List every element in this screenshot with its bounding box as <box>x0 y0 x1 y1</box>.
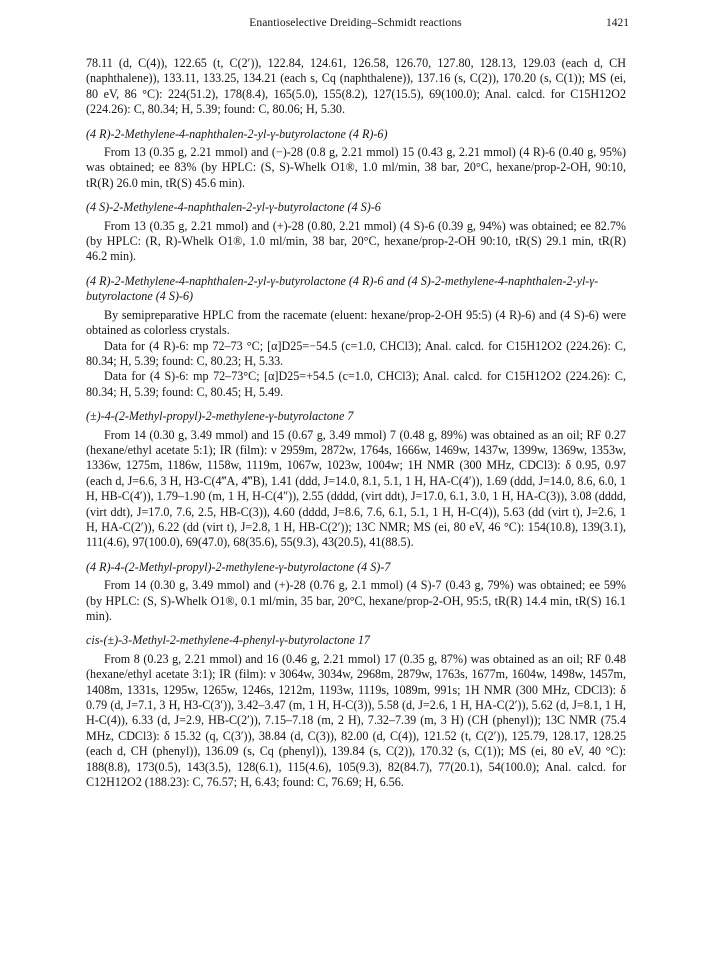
compound-heading: cis-(±)-3-Methyl-2-methylene-4-phenyl-γ-butyrolactone 17 <box>86 633 370 648</box>
paragraph: From 14 (0.30 g, 3.49 mmol) and (+)-28 (0.76 g, 2.1 mmol) (4 S)-7 (0.43 g, 79%) was obtained; ee 59% (by HPLC: (S, S)-Whelk O1®, 0.1 ml/min, 35 bar, 20°C, hexane/prop-2-OH, 95:5, tR(R) 14.4 min, tR(S) 16.1 min). <box>86 578 626 623</box>
paragraph: By semipreparative HPLC from the racemate (eluent: hexane/prop-2-OH 95:5) (4 R)-6) and (4 S)-6) were obtained as colorless crystals. <box>86 307 626 338</box>
compound-heading: (4 R)-4-(2-Methyl-propyl)-2-methylene-γ-butyrolactone (4 S)-7 <box>86 559 391 574</box>
paragraph: From 8 (0.23 g, 2.21 mmol) and 16 (0.46 g, 2.21 mmol) 17 (0.35 g, 87%) was obtained as an oil; RF 0.48 (hexane/ethyl acetate 3:1); IR (film): ν 3064w, 3034w, 2968m, 2879w, 1763s, 1677m, 1604w, 1498w, 1457m, 1408m, 1331s, 1295w, 1265w, 1246s, 1212m, 1193w, 1119s, 1089m, 991s; 1H NMR (300 MHz, CDCl3): δ 0.79 (d, J=7.1, 3 H, H3-C(3′)), 3.42–3.47 (m, 1 H, H-C(3)), 5.58 (d, J=2.6, 1 H, HA-C(2′)), 5.62 (d, J=8.1, 1 H, H-C(4)), 6.33 (d, J=2.9, HB-C(2′)), 7.15–7.18 (m, 2 H), 7.32–7.39 (m, 3 H) (CH (phenyl)); 13C NMR (75.4 MHz, CDCl3): δ 15.32 (q, C(3′)), 38.84 (d, C(3)), 82.00 (d, C(4)), 121.52 (t, C(2′)), 125.79, 128.17, 128.25 (each d, CH (phenyl)), 136.09 (s, Cq (phenyl)), 139.84 (s, C(2)), 170.32 (s, C(1)); MS (ei, 80 eV, 40 °C): 188(8.8), 173(0.5), 143(3.5), 128(6.1), 115(4.6), 105(9.3), 82(84.7), 77(20.1), 54(100.0); Anal. calcd. for C12H12O2 (188.23): C, 76.57; H, 6.43; found: C, 76.69; H, 6.56. <box>86 651 626 790</box>
compound-heading: (4 S)-2-Methylene-4-naphthalen-2-yl-γ-butyrolactone (4 S)-6 <box>86 200 381 215</box>
compound-heading: (±)-4-(2-Methyl-propyl)-2-methylene-γ-butyrolactone 7 <box>86 409 354 424</box>
paragraph: From 14 (0.30 g, 3.49 mmol) and 15 (0.67 g, 3.49 mmol) 7 (0.48 g, 89%) was obtained as an oil; RF 0.27 (hexane/ethyl acetate 5:1); IR (film): ν 2959m, 2872w, 1764s, 1666w, 1469w, 1437w, 1399w, 1369w, 1353w, 1336w, 1275m, 1186w, 1158w, 1119m, 1067w, 1023w, 1004w; 1H NMR (300 MHz, CDCl3): δ 0.95, 0.97 (each d, J=6.6, 3 H, H3-C(4‴A, 4‴B), 1.41 (ddd, J=14.0, 8.1, 5.1, 1 H, HA-C(4′)), 1.69 (ddd, J=14.0, 8.6, 6.0, 1 H, HB-C(4′)), 1.79–1.90 (m, 1 H, H-C(4″)), 2.55 (dddd, (virt ddt), J=17.0, 6.1, 3.0, 1 H, HA-C(3)), 3.08 (dddd, (virt ddt), J=17.0, 7.6, 2.5, HB-C(3)), 4.60 (dddd, J=8.6, 7.6, 6.1, 5.1, 1 H, H-C(4)), 5.63 (dd (virt t), J=2.6, 1 H, HA-C(2′)), 6.22 (dd (virt t), J=2.8, 1 H, HB-C(2′)); 13C NMR; MS (ei, 80 eV, 46 °C): 154(10.8), 139(3.1), 111(4.6), 97(100.0), 69(47.0), 68(35.6), 55(9.3), 43(20.5), 41(88.5). <box>86 427 626 550</box>
compound-heading: (4 R)-2-Methylene-4-naphthalen-2-yl-γ-butyrolactone (4 R)-6) <box>86 126 388 141</box>
paragraph: From 13 (0.35 g, 2.21 mmol) and (+)-28 (0.80, 2.21 mmol) (4 S)-6 (0.39 g, 94%) was obtained; ee 82.7% (by HPLC: (R, R)-Whelk O1®, 1.0 ml/min, 38 bar, 20°C, hexane/prop-2-OH 90:10, tR(S) 29.1 min, tR(R) 46.2 min). <box>86 218 626 264</box>
paragraph: From 13 (0.35 g, 2.21 mmol) and (−)-28 (0.8 g, 2.21 mmol) 15 (0.43 g, 2.21 mmol) (4 R)-6 (0.40 g, 95%) was obtained; ee 83% (by HPLC: (S, S)-Whelk O1®, 1.0 ml/min, 38 bar, 20°C, hexane/prop-2-OH, 90:10, tR(R) 26.0 min, tR(S) 45.6 min). <box>86 145 626 190</box>
body-text <box>86 56 626 790</box>
paragraph: 78.11 (d, C(4)), 122.65 (t, C(2′)), 122.84, 124.61, 126.58, 126.70, 127.80, 128.13, 129.03 (each d, CH (naphthalene)), 133.11, 133.25, 134.21 (each s, Cq (naphthalene)), 137.16 (s, C(2)), 170.20 (s, C(1)); MS (ei, 80 eV, 86 °C): 224(51.2), 178(8.4), 165(5.0), 155(8.2), 127(15.5), 69(100.0); Anal. calcd. for C15H12O2 (224.26): C, 80.34; H, 5.39; found: C, 80.06; H, 5.30. <box>86 56 626 117</box>
paragraph: Data for (4 S)-6: mp 72–73°C; [α]D25=+54.5 (c=1.0, CHCl3); Anal. calcd. for C15H12O2 (224.26): C, 80.34; H, 5.39; found: C, 80.45; H, 5.49. <box>86 369 626 399</box>
paragraph: Data for (4 R)-6: mp 72–73 °C; [α]D25=−54.5 (c=1.0, CHCl3); Anal. calcd. for C15H12O2 (224.26): C, 80.34; H, 5.39; found: C, 80.23; H, 5.33. <box>86 338 626 368</box>
running-title: Enantioselective Dreiding–Schmidt reactions <box>249 17 462 29</box>
compound-heading: (4 R)-2-Methylene-4-naphthalen-2-yl-γ-butyrolactone (4 R)-6 and (4 S)-2-methylene-4-naphthalen-2-yl-γ-butyrolactone (4 S)-6) <box>86 273 599 304</box>
page-number: 1421 <box>606 17 629 29</box>
